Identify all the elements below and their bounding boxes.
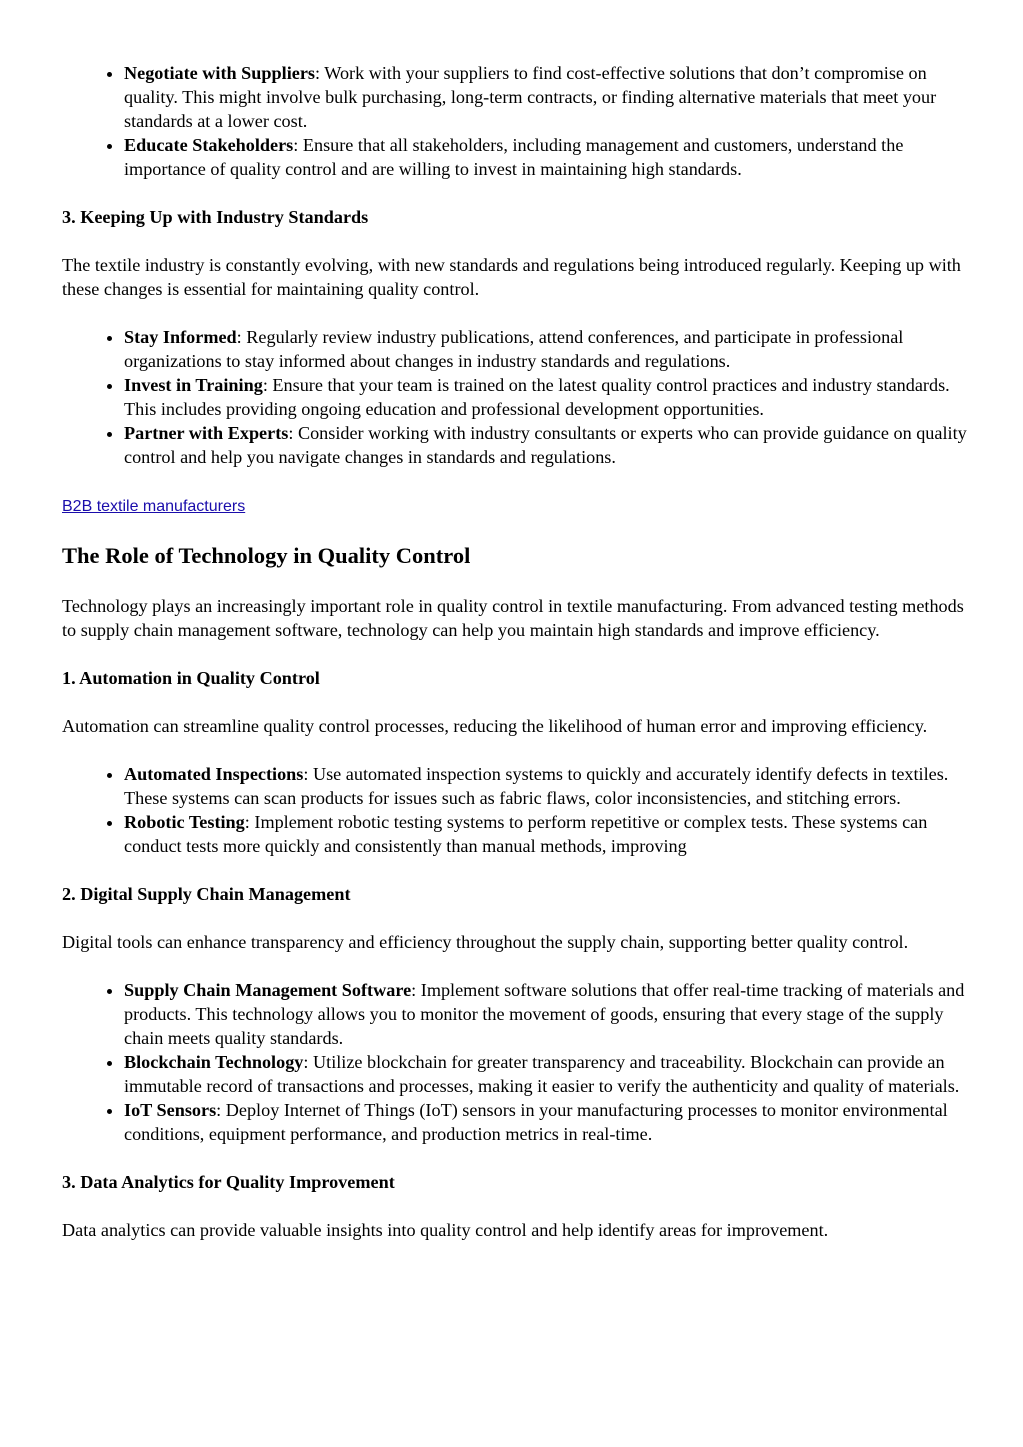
item-term: IoT Sensors [124, 1100, 217, 1120]
list-item [124, 373, 967, 421]
list-item [124, 133, 967, 181]
item-term: Robotic Testing [124, 812, 245, 832]
bullet-list [62, 762, 967, 858]
item-term: Stay Informed [124, 327, 237, 347]
list-item [124, 762, 967, 810]
item-term: Negotiate with Suppliers [124, 63, 315, 83]
paragraph: The textile industry is constantly evolving, with new standards and regulations being introduced regularly. Keeping up with these changes is essential for maintaining quality control. [62, 255, 961, 299]
item-description: : Use automated inspection systems to quickly and accurately identify defects in textiles. These systems can scan products for issues such as fabric flaws, color inconsistencies, and stitching errors. [124, 764, 949, 808]
paragraph: Data analytics can provide valuable insights into quality control and help identify areas for improvement. [62, 1220, 829, 1240]
list-item [124, 1050, 967, 1098]
paragraph: Digital tools can enhance transparency and efficiency throughout the supply chain, supporting better quality control. [62, 932, 909, 952]
list-item [124, 810, 967, 858]
item-term: Educate Stakeholders [124, 135, 294, 155]
bullet-list [62, 978, 967, 1146]
item-description: : Ensure that your team is trained on the latest quality control practices and industry standards. This includes providing ongoing education and professional development opportunities. [124, 375, 950, 419]
item-description: : Regularly review industry publications, attend conferences, and participate in professional organizations to stay informed about changes in industry standards and regulations. [124, 327, 904, 371]
item-description: : Work with your suppliers to find cost-effective solutions that don’t compromise on quality. This might involve bulk purchasing, long-term contracts, or finding alternative materials that meet your standards at a lower cost. [124, 63, 937, 131]
b2b-textile-manufacturers-link[interactable]: B2B textile manufacturers [62, 498, 246, 515]
list-item [124, 1098, 967, 1146]
item-description: : Deploy Internet of Things (IoT) sensors in your manufacturing processes to monitor environmental conditions, equipment performance, and production metrics in real-time. [124, 1100, 948, 1144]
item-term: Invest in Training [124, 375, 263, 395]
item-description: : Ensure that all stakeholders, including management and customers, understand the importance of quality control and are willing to invest in maintaining high standards. [124, 135, 904, 179]
document-page [62, 61, 967, 1242]
list-item [124, 61, 967, 133]
section-heading: 2. Digital Supply Chain Management [62, 884, 351, 904]
item-description: : Implement software solutions that offer real-time tracking of materials and products. This technology allows you to monitor the movement of goods, ensuring that every stage of the supply chain meets quality standards. [124, 980, 965, 1048]
section-heading: 3. Keeping Up with Industry Standards [62, 207, 369, 227]
item-description: : Consider working with industry consultants or experts who can provide guidance on quality control and help you navigate changes in standards and regulations. [124, 423, 967, 467]
item-term: Automated Inspections [124, 764, 304, 784]
item-term: Supply Chain Management Software [124, 980, 412, 1000]
section-heading: 3. Data Analytics for Quality Improvement [62, 1172, 395, 1192]
section-heading: 1. Automation in Quality Control [62, 668, 320, 688]
section-title: The Role of Technology in Quality Control [62, 543, 471, 568]
list-item [124, 325, 967, 373]
item-term: Blockchain Technology [124, 1052, 304, 1072]
item-description: : Utilize blockchain for greater transparency and traceability. Blockchain can provide an immutable record of transactions and processes, making it easier to verify the authenticity and quality of materials. [124, 1052, 960, 1096]
item-description: : Implement robotic testing systems to perform repetitive or complex tests. These systems can conduct tests more quickly and consistently than manual methods, improving [124, 812, 928, 856]
paragraph: Technology plays an increasingly important role in quality control in textile manufacturing. From advanced testing methods to supply chain management software, technology can help you maintain high standards and improve efficiency. [62, 596, 964, 640]
bullet-list [62, 325, 967, 469]
item-term: Partner with Experts [124, 423, 289, 443]
list-item [124, 421, 967, 469]
bullet-list [62, 61, 967, 181]
list-item [124, 978, 967, 1050]
paragraph: Automation can streamline quality control processes, reducing the likelihood of human error and improving efficiency. [62, 716, 928, 736]
